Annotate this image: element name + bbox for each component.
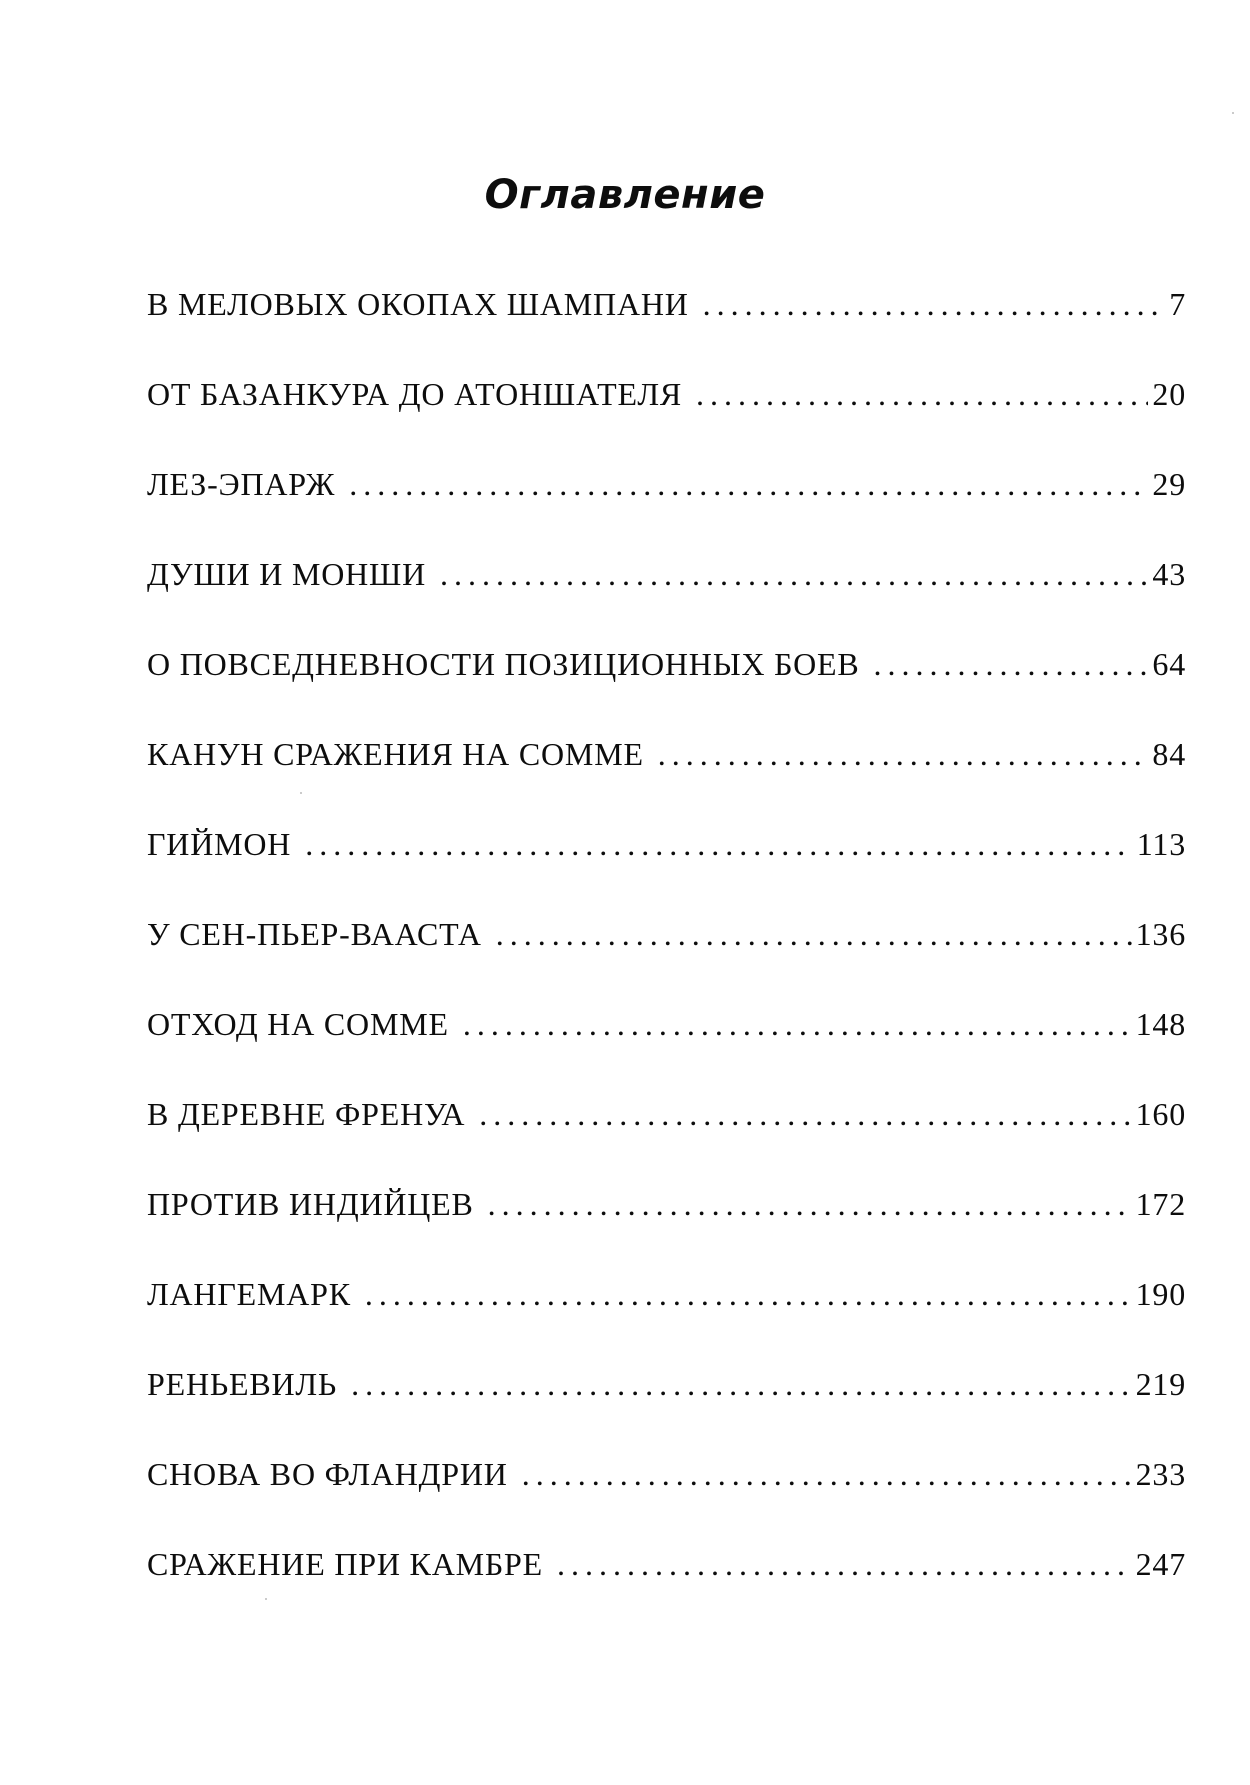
toc-entry <box>147 554 1186 644</box>
toc-entry-title: В ДЕРЕВНЕ ФРЕНУА <box>147 1096 466 1132</box>
toc-entry <box>147 1544 1186 1634</box>
toc-entry-page: 7 <box>1169 286 1186 322</box>
toc-list <box>147 284 1186 1634</box>
toc-entry-page: 190 <box>1135 1276 1186 1312</box>
toc-entry-title: ОТ БАЗАНКУРА ДО АТОНШАТЕЛЯ <box>147 376 683 412</box>
toc-entry <box>147 914 1186 1004</box>
toc-entry-title: У СЕН-ПЬЕР-ВААСТА <box>147 916 482 952</box>
toc-dot-leader <box>873 644 1148 684</box>
toc-entry-title: ЛАНГЕМАРК <box>147 1276 351 1312</box>
toc-entry <box>147 1454 1186 1544</box>
toc-heading: Оглавление <box>484 171 766 218</box>
toc-entry-page: 233 <box>1135 1456 1186 1492</box>
toc-dot-leader <box>522 1454 1132 1494</box>
toc-entry <box>147 1274 1186 1364</box>
toc-entry-title: ПРОТИВ ИНДИЙЦЕВ <box>147 1186 474 1222</box>
toc-entry <box>147 734 1186 824</box>
toc-entry-page: 64 <box>1152 646 1186 682</box>
toc-dot-leader <box>496 914 1132 954</box>
toc-entry <box>147 644 1186 734</box>
toc-entry-page: 136 <box>1135 916 1186 952</box>
toc-entry <box>147 824 1186 914</box>
scan-speck <box>265 1598 267 1600</box>
toc-entry <box>147 1364 1186 1454</box>
toc-dot-leader <box>488 1184 1132 1224</box>
scan-speck <box>1232 112 1234 114</box>
toc-entry <box>147 284 1186 374</box>
toc-entry-title: В МЕЛОВЫХ ОКОПАХ ШАМПАНИ <box>147 286 689 322</box>
toc-entry-page: 172 <box>1135 1186 1186 1222</box>
toc-dot-leader <box>479 1094 1131 1134</box>
toc-entry-page: 160 <box>1135 1096 1186 1132</box>
toc-dot-leader <box>440 554 1148 594</box>
toc-dot-leader <box>365 1274 1132 1314</box>
toc-entry-page: 113 <box>1136 826 1186 862</box>
toc-entry-title: ДУШИ И МОНШИ <box>147 556 427 592</box>
toc-dot-leader <box>703 284 1166 324</box>
toc-entry-title: ОТХОД НА СОММЕ <box>147 1006 449 1042</box>
toc-entry-page: 20 <box>1152 376 1186 412</box>
toc-entry <box>147 464 1186 554</box>
toc-entry-title: СРАЖЕНИЕ ПРИ КАМБРЕ <box>147 1546 543 1582</box>
toc-entry-title: О ПОВСЕДНЕВНОСТИ ПОЗИЦИОННЫХ БОЕВ <box>147 646 860 682</box>
toc-entry-title: РЕНЬЕВИЛЬ <box>147 1366 338 1402</box>
toc-entry-page: 29 <box>1152 466 1186 502</box>
toc-entry <box>147 1004 1186 1094</box>
toc-entry <box>147 1184 1186 1274</box>
toc-entry-page: 148 <box>1135 1006 1186 1042</box>
toc-dot-leader <box>658 734 1149 774</box>
toc-entry-page: 43 <box>1152 556 1186 592</box>
toc-entry <box>147 1094 1186 1184</box>
toc-dot-leader <box>305 824 1133 864</box>
toc-entry-title: СНОВА ВО ФЛАНДРИИ <box>147 1456 508 1492</box>
toc-entry-title: ЛЕЗ-ЭПАРЖ <box>147 466 336 502</box>
scan-speck <box>300 792 302 794</box>
toc-entry-page: 247 <box>1135 1546 1186 1582</box>
toc-dot-leader <box>696 374 1148 414</box>
toc-dot-leader <box>463 1004 1132 1044</box>
toc-dot-leader <box>557 1544 1132 1584</box>
toc-entry-title: КАНУН СРАЖЕНИЯ НА СОММЕ <box>147 736 644 772</box>
toc-entry-title: ГИЙМОН <box>147 826 292 862</box>
toc-dot-leader <box>349 464 1148 504</box>
toc-entry <box>147 374 1186 464</box>
toc-entry-page: 84 <box>1152 736 1186 772</box>
toc-entry-page: 219 <box>1135 1366 1186 1402</box>
toc-dot-leader <box>351 1364 1131 1404</box>
